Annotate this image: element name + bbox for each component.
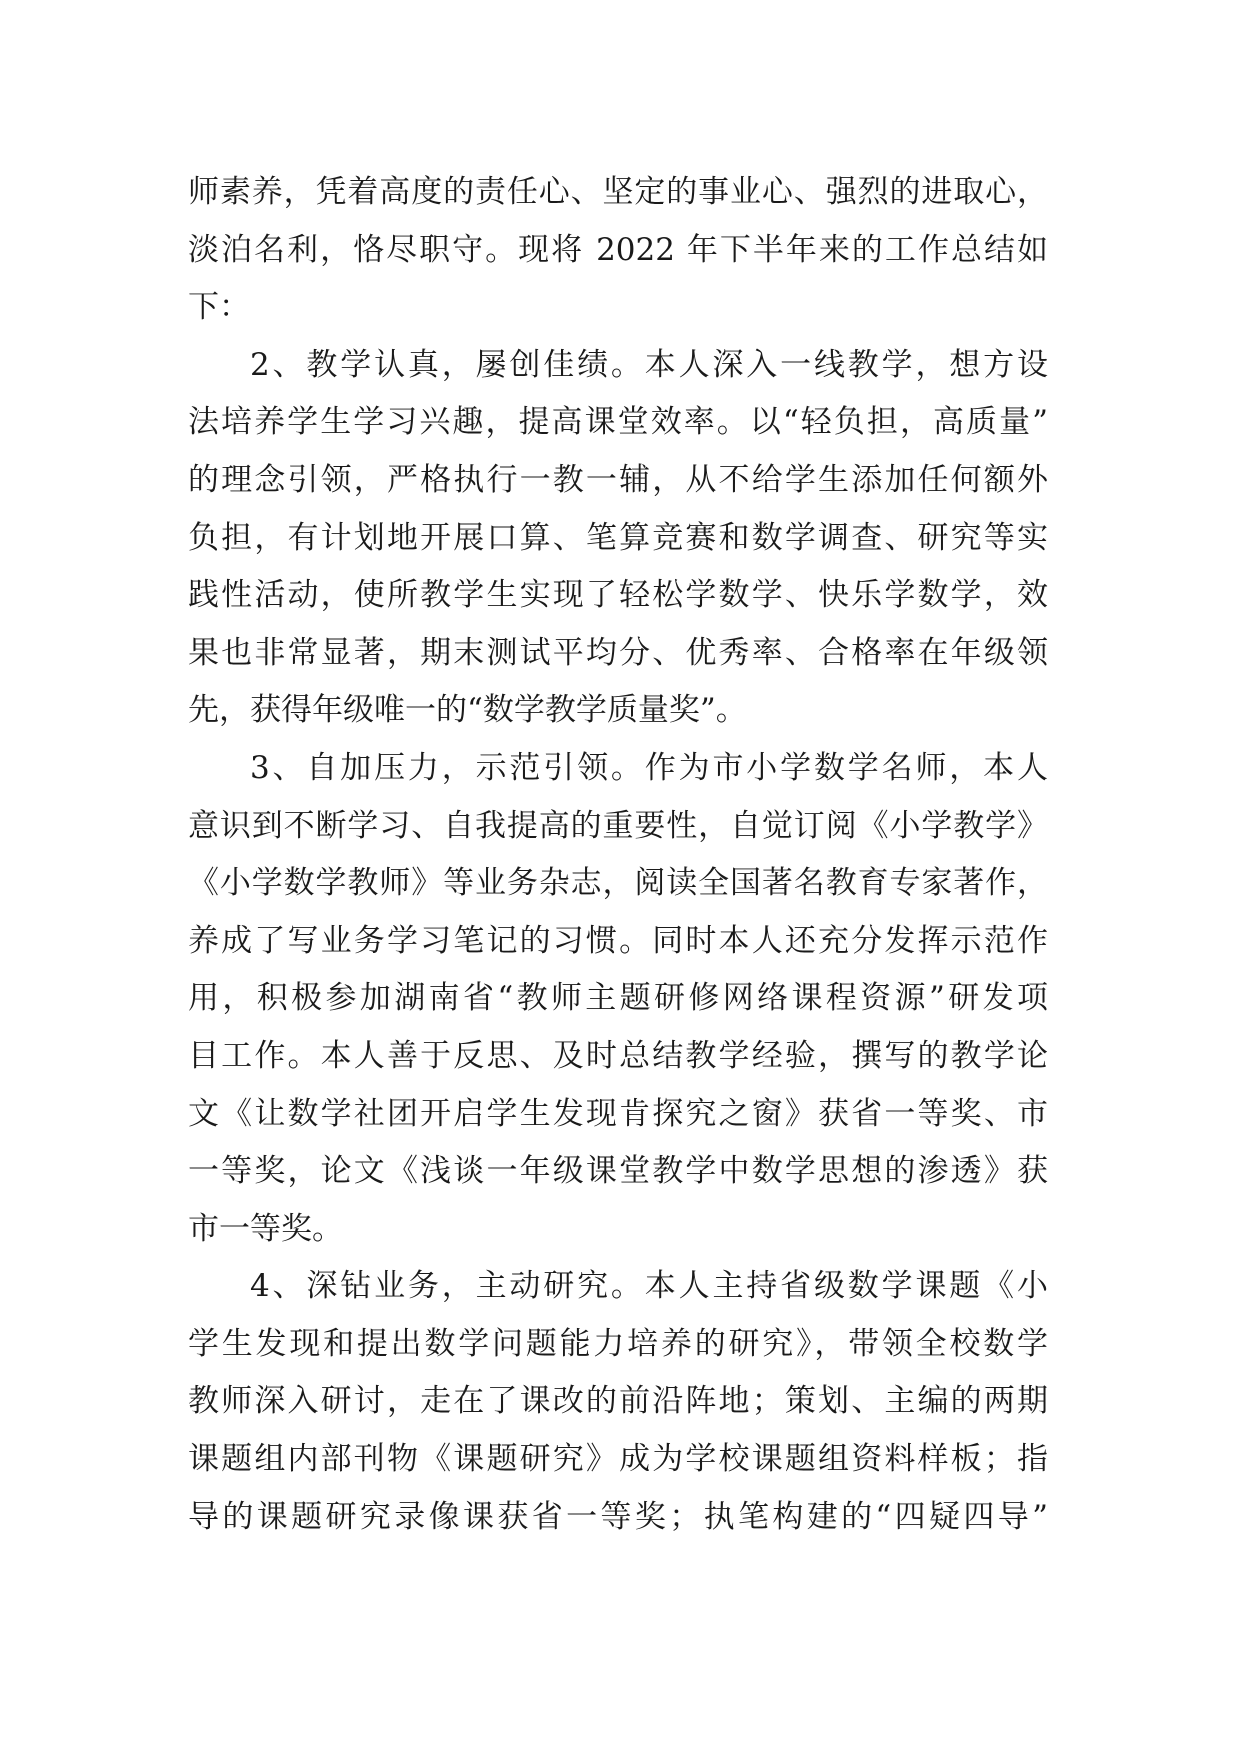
paragraph-4-first-line: 4、深钻业务，主动研究。本人主持省级数学课题《小 xyxy=(250,1268,1048,1305)
text-line: 用，积极参加湖南省“教师主题研修网络课程资源”研发项 xyxy=(188,980,1048,1017)
text-line: 市一等奖。 xyxy=(188,1210,343,1247)
text-line: 师素养，凭着高度的责任心、坚定的事业心、强烈的进取心， xyxy=(188,174,1048,210)
text-line: 法培养学生学习兴趣，提高课堂效率。以“轻负担，高质量” xyxy=(188,404,1048,441)
text-line: 导的课题研究录像课获省一等奖；执笔构建的“四疑四导” xyxy=(188,1498,1048,1535)
text-line: 负担，有计划地开展口算、笔算竞赛和数学调查、研究等实 xyxy=(188,519,1048,556)
text-line: 淡泊名利，恪尽职守。现将 2022 年下半年来的工作总结如 xyxy=(188,231,1048,268)
text-line: 一等奖，论文《浅谈一年级课堂教学中数学思想的渗透》获 xyxy=(188,1153,1048,1190)
paragraph-2-first-line: 2、教学认真，屡创佳绩。本人深入一线教学，想方设 xyxy=(250,346,1048,383)
text-line: 学生发现和提出数学问题能力培养的研究》，带领全校数学 xyxy=(188,1325,1048,1362)
body-text xyxy=(188,164,1048,1546)
text-line: 《小学数学教师》等业务杂志，阅读全国著名教育专家著作， xyxy=(188,865,1048,902)
paragraph-3-first-line: 3、自加压力，示范引领。作为市小学数学名师，本人 xyxy=(250,749,1048,786)
text-line: 课题组内部刊物《课题研究》成为学校课题组资料样板；指 xyxy=(188,1441,1048,1478)
text-line: 目工作。本人善于反思、及时总结教学经验，撰写的教学论 xyxy=(188,1037,1048,1074)
text-line: 意识到不断学习、自我提高的重要性，自觉订阅《小学教学》 xyxy=(188,807,1048,844)
text-line: 果也非常显著，期末测试平均分、优秀率、合格率在年级领 xyxy=(188,634,1048,671)
text-line: 文《让数学社团开启学生发现肯探究之窗》获省一等奖、市 xyxy=(188,1095,1048,1132)
text-line: 教师深入研讨，走在了课改的前沿阵地；策划、主编的两期 xyxy=(188,1383,1048,1420)
text-line: 践性活动，使所教学生实现了轻松学数学、快乐学数学，效 xyxy=(188,577,1048,614)
text-line: 先，获得年级唯一的“数学教学质量奖”。 xyxy=(188,692,747,729)
text-line: 下： xyxy=(188,289,250,326)
text-line: 养成了写业务学习笔记的习惯。同时本人还充分发挥示范作 xyxy=(188,922,1048,959)
text-line: 的理念引领，严格执行一教一辅，从不给学生添加任何额外 xyxy=(188,461,1048,498)
